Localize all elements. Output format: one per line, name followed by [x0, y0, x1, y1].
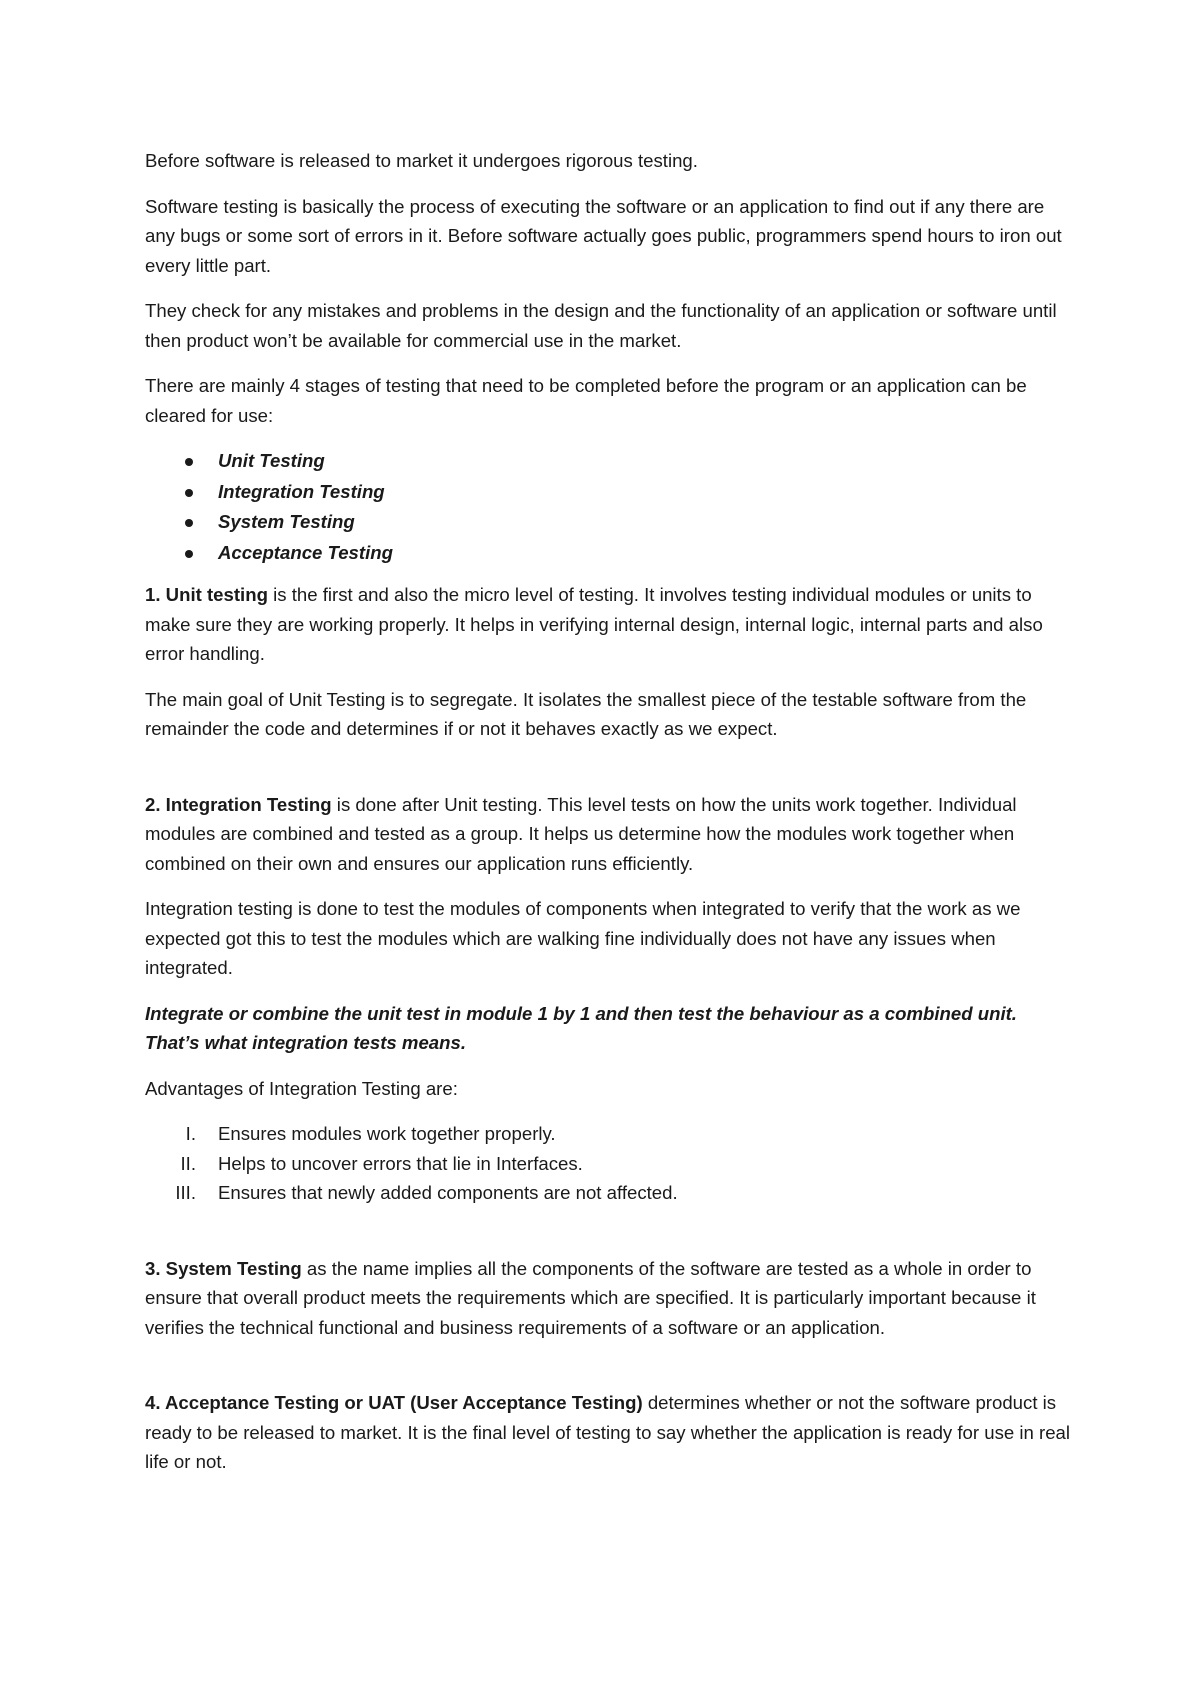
stage-label: Integration Testing: [218, 480, 385, 502]
stages-list: [145, 446, 1075, 568]
system-testing-heading: 3. System Testing: [145, 1257, 302, 1279]
integration-testing-paragraph: [145, 790, 1075, 879]
section-gap: [145, 1224, 1075, 1254]
intro-paragraph: Before software is released to market it undergoes rigorous testing.: [145, 150, 698, 171]
roman-numeral: III.: [175, 1182, 196, 1203]
bullet-icon: [185, 519, 193, 527]
acceptance-testing-paragraph: [145, 1388, 1075, 1477]
list-item: [145, 1178, 1075, 1208]
checks-paragraph: They check for any mistakes and problems in the design and the functionality of an application or software until then product won’t be available for commercial use in the market.: [145, 300, 1057, 351]
unit-testing-text: is the first and also the micro level of testing. It involves testing individual modules or units to make sure they are working properly. It helps in verifying internal design, internal logic, internal parts and also error handling.: [145, 584, 1043, 664]
bullet-icon: [185, 550, 193, 558]
advantage-text: Ensures modules work together properly.: [218, 1123, 556, 1144]
stages-intro-paragraph: There are mainly 4 stages of testing that need to be completed before the program or an application can be cleared for use:: [145, 375, 1027, 426]
unit-goal-paragraph: The main goal of Unit Testing is to segregate. It isolates the smallest piece of the testable software from the remainder the code and determines if or not it behaves exactly as we expect.: [145, 688, 1027, 739]
integration-detail-paragraph: Integration testing is done to test the modules of components when integrated to verify that the work as we expected got this to test the modules which are walking fine individually does not have any issues when integrated.: [145, 898, 1021, 978]
stage-label: Unit Testing: [218, 450, 325, 471]
acceptance-testing-text: determines whether or not the software product is ready to be released to market. It is the final level of testing to say whether the application is ready for use in real life or not.: [145, 1392, 1071, 1472]
unit-testing-heading: 1. Unit testing: [145, 584, 268, 605]
list-item: [145, 446, 1075, 477]
list-item: [145, 507, 1075, 538]
integration-testing-heading: 2. Integration Testing: [145, 793, 332, 815]
stage-label: Acceptance Testing: [218, 541, 393, 563]
section-gap: [145, 1358, 1075, 1388]
bullet-icon: [185, 489, 193, 497]
section-gap: [145, 760, 1075, 790]
advantage-text: Helps to uncover errors that lie in Interfaces.: [218, 1152, 583, 1174]
roman-numeral: I.: [185, 1123, 196, 1144]
list-item: [145, 538, 1075, 569]
advantage-text: Ensures that newly added components are not affected.: [218, 1182, 678, 1203]
integration-testing-text: is done after Unit testing. This level tests on how the units work together. Individual modules are combined and tested as a group. It helps us determine how the modules work together when combined on their own and ensures our application runs efficiently.: [145, 793, 1017, 874]
integration-emphasis-text: Integrate or combine the unit test in module 1 by 1 and then test the behaviour as a combined unit. That’s what integration tests means.: [145, 1002, 1017, 1053]
advantages-list: [145, 1119, 1075, 1208]
acceptance-testing-heading: 4. Acceptance Testing or UAT (User Acceptance Testing): [145, 1392, 643, 1413]
unit-testing-paragraph: [145, 580, 1075, 669]
advantages-intro-paragraph: Advantages of Integration Testing are:: [145, 1077, 458, 1099]
roman-numeral: II.: [180, 1152, 196, 1174]
stage-label: System Testing: [218, 511, 355, 532]
integration-emphasis-paragraph: [145, 999, 1075, 1058]
list-item: [145, 1149, 1075, 1179]
definition-paragraph: Software testing is basically the process of executing the software or an application to find out if any there are any bugs or some sort of errors in it. Before software actually goes public, programmers spend hours to iron out every little part.: [145, 195, 1062, 276]
system-testing-paragraph: [145, 1254, 1075, 1343]
document-page: [145, 146, 1075, 1493]
bullet-icon: [185, 458, 193, 466]
list-item: [145, 1119, 1075, 1149]
list-item: [145, 477, 1075, 508]
system-testing-text: as the name implies all the components of the software are tested as a whole in order to ensure that overall product meets the requirements which are specified. It is particularly important because it verifies the technical functional and business requirements of a software or an application.: [145, 1257, 1036, 1338]
